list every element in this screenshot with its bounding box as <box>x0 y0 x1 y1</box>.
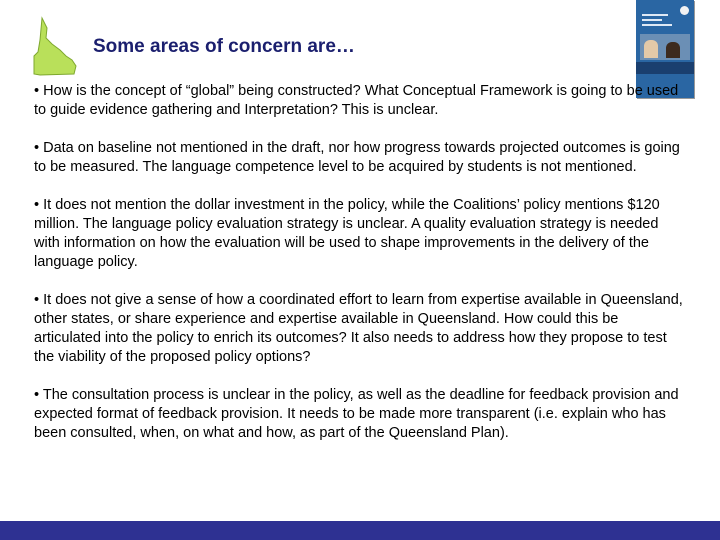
page-title: Some areas of concern are… <box>93 36 355 57</box>
concern-item: • The consultation process is unclear in the policy, as well as the deadline for feedback provision and expected format of feedback provision. It needs to be made more transparent (i.e. explain who has been consulted, when, on what and how, as part of the Queensland Plan). <box>34 387 679 441</box>
queensland-map-logo <box>30 16 80 78</box>
footer-bar <box>0 521 720 540</box>
concerns-list <box>34 82 688 462</box>
concern-item: • Data on baseline not mentioned in the draft, nor how progress towards projected outcomes is going to be measured. The language competence level to be acquired by students is not mentioned. <box>34 140 680 175</box>
concern-item: • How is the concept of “global” being constructed? What Conceptual Framework is going to be used to guide evidence gathering and Interpretation? This is unclear. <box>34 83 679 118</box>
concern-item: • It does not mention the dollar investment in the policy, while the Coalitions’ policy mentions $120 million. The language policy evaluation strategy is unclear. A quality evaluation strategy is needed with information on how the evaluation will be used to shape improvements in the delivery of the language policy. <box>34 197 660 270</box>
concern-item: • It does not give a sense of how a coordinated effort to learn from expertise available in Queensland, other states, or share experience and expertise available in Queensland. How could this be articulated into the policy to enrich its outcomes? It also needs to address how they propose to test the viability of the proposed policy options? <box>34 292 683 365</box>
